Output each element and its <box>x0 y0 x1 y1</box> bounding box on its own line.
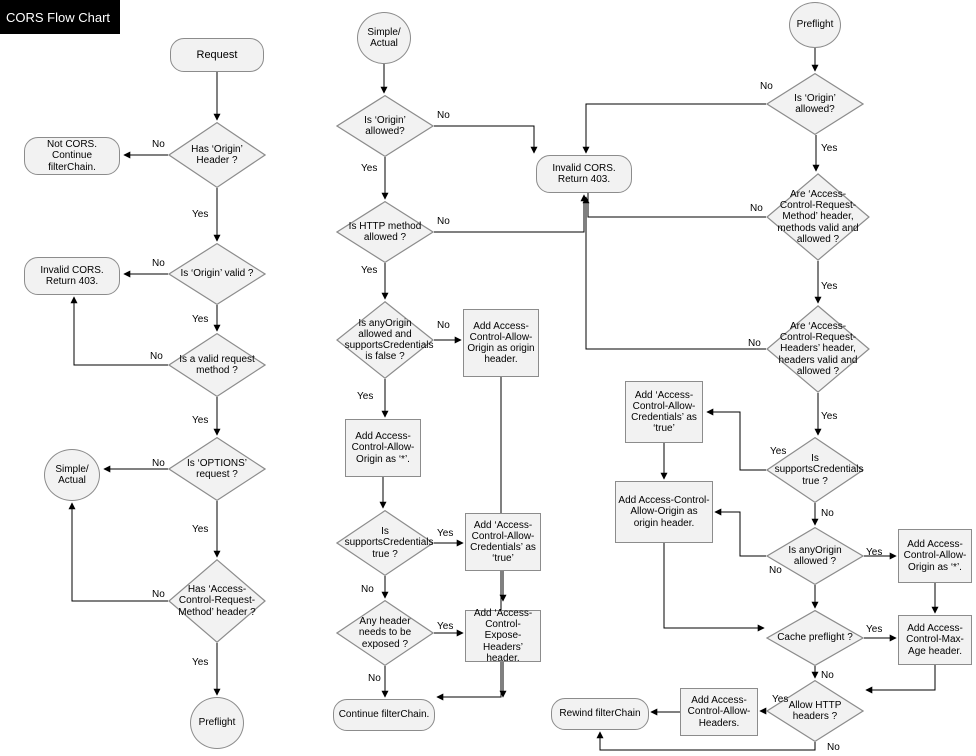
edge-label: Yes <box>437 528 454 539</box>
node-m1 <box>357 12 411 64</box>
node-label: Add Access-Control-Allow-Origin as ‘*’. <box>903 539 967 573</box>
edge-label: No <box>361 584 374 595</box>
node-n2 <box>168 122 266 188</box>
node-label: Request <box>196 48 238 61</box>
node-label: Is anyOrigin allowed and supportsCredentials is false ? <box>344 317 434 363</box>
edge-label: Yes <box>192 314 209 325</box>
edge-label: Yes <box>192 524 209 535</box>
node-n3 <box>24 137 120 175</box>
edge-label: Yes <box>192 415 209 426</box>
node-r6 <box>625 381 703 443</box>
node-n9 <box>168 559 266 643</box>
edge-label: No <box>152 589 165 600</box>
node-label: Add ‘Access-Control-Allow-Credentials’ as ‘true’ <box>631 389 697 435</box>
edge-label: Yes <box>192 209 209 220</box>
edge-label: No <box>368 673 381 684</box>
node-m6 <box>463 309 539 377</box>
node-label: Is ‘Origin’ allowed? <box>794 92 836 115</box>
node-label: Allow HTTP headers ? <box>788 699 842 722</box>
edge-label: Yes <box>821 143 838 154</box>
node-r3 <box>766 173 870 261</box>
edge-label: No <box>437 110 450 121</box>
edge-label: No <box>152 139 165 150</box>
edge-label: No <box>437 320 450 331</box>
node-label: Are ‘Access-Control-Request-Method’ header, methods valid and allowed ? <box>777 189 859 245</box>
node-r10 <box>766 610 864 666</box>
edge-label: Yes <box>866 547 883 558</box>
node-label: Not CORS. Continue filterChain. <box>46 139 97 173</box>
edge-label: No <box>150 351 163 362</box>
node-label: Add Access-Control-Allow-Origin as ‘*’. <box>351 431 415 465</box>
node-label: Is ‘Origin’ valid ? <box>180 268 254 280</box>
edge-label: No <box>750 203 763 214</box>
edge-label: Yes <box>866 624 883 635</box>
node-m5 <box>336 301 434 379</box>
node-n10 <box>190 697 244 749</box>
node-label: Simple/ Actual <box>55 463 89 486</box>
edge-label: No <box>748 338 761 349</box>
edge-label: No <box>821 508 834 519</box>
node-label: Is supportsCredentials true ? <box>774 453 864 487</box>
edge-label: Yes <box>357 391 374 402</box>
node-n8 <box>44 449 100 501</box>
node-m11 <box>465 610 541 662</box>
node-label: Cache preflight ? <box>777 632 853 644</box>
edge-label: Yes <box>361 265 378 276</box>
edge-label: Yes <box>821 411 838 422</box>
node-n4 <box>168 243 266 305</box>
node-label: Add Access-Control-Max-Age header. <box>906 623 964 657</box>
edge-label: Yes <box>437 621 454 632</box>
node-label: Has ‘Origin’ Header ? <box>191 143 243 166</box>
node-r13 <box>680 688 758 736</box>
edge-label: Yes <box>770 446 787 457</box>
edge-label: No <box>760 81 773 92</box>
node-n6 <box>168 333 266 397</box>
node-label: Is anyOrigin allowed ? <box>788 544 842 567</box>
node-label: Any header needs to be exposed ? <box>358 616 412 650</box>
node-label: Are ‘Access-Control-Request-Headers’ header, headers valid and allowed ? <box>778 321 858 377</box>
node-label: Simple/ Actual <box>367 26 401 49</box>
node-label: Is ‘OPTIONS’ request ? <box>186 457 247 480</box>
node-r1 <box>789 2 841 48</box>
node-r2 <box>766 73 864 135</box>
edge-label: No <box>152 458 165 469</box>
edge-label: No <box>152 258 165 269</box>
edge-label: Yes <box>361 163 378 174</box>
node-r9 <box>898 529 972 583</box>
node-m12 <box>333 699 435 731</box>
edge-label: No <box>437 216 450 227</box>
node-label: Add ‘Access-Control-Expose-Headers’ header. <box>473 608 533 664</box>
node-n5 <box>24 257 120 295</box>
node-label: Has ‘Access-Control-Request-Method’ header ? <box>178 584 256 618</box>
node-label: Is HTTP method allowed ? <box>348 220 422 243</box>
node-label: Add ‘Access-Control-Allow-Credentials’ as ‘true’ <box>470 519 536 565</box>
edge-label: Yes <box>772 694 789 705</box>
node-label: Invalid CORS. Return 403. <box>40 264 104 287</box>
node-label: Continue filterChain. <box>338 709 430 721</box>
node-label: Preflight <box>796 19 834 31</box>
node-n7 <box>168 437 266 501</box>
node-m2 <box>336 95 434 157</box>
node-m9 <box>465 513 541 571</box>
node-m3 <box>536 155 632 193</box>
node-r12 <box>766 680 864 742</box>
node-r8 <box>766 527 864 585</box>
node-r7 <box>615 481 713 543</box>
node-label: Rewind filterChain <box>559 708 641 720</box>
node-m4 <box>336 201 434 263</box>
node-r4 <box>766 305 870 393</box>
node-m10 <box>336 600 434 666</box>
node-m8 <box>336 510 434 576</box>
chart-title: CORS Flow Chart <box>0 0 120 34</box>
edge-label: No <box>827 742 840 753</box>
node-label: Is a valid request method ? <box>179 353 255 376</box>
edge-label: No <box>769 565 782 576</box>
node-r14 <box>551 698 649 730</box>
edge-label: Yes <box>192 657 209 668</box>
node-m7 <box>345 419 421 477</box>
node-label: Is supportsCredentials true ? <box>344 526 434 560</box>
node-label: Preflight <box>198 717 236 729</box>
edge-label: Yes <box>821 281 838 292</box>
node-label: Add Access-Control-Allow-Headers. <box>687 695 751 729</box>
node-label: Add Access-Control-Allow-Origin as origin header. <box>618 495 710 529</box>
node-n1 <box>170 38 264 72</box>
node-r11 <box>898 615 972 665</box>
edge-label: No <box>821 670 834 681</box>
node-label: Invalid CORS. Return 403. <box>552 162 616 185</box>
node-label: Is ‘Origin’ allowed? <box>364 114 406 137</box>
node-label: Add Access-Control-Allow-Origin as origin header. <box>467 320 535 366</box>
